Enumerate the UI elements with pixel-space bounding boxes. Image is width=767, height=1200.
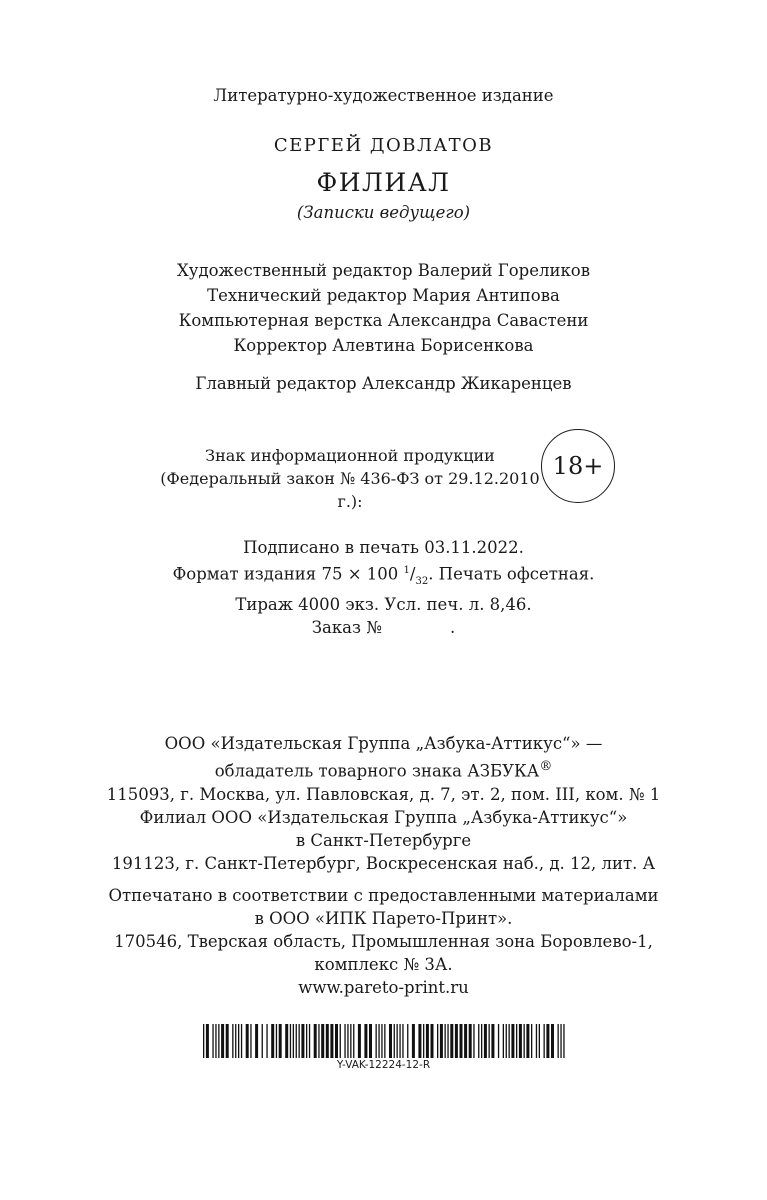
barcode-bar — [563, 1024, 564, 1058]
branch-line: в Санкт-Петербурге — [295, 831, 472, 850]
barcode-bar — [489, 1024, 490, 1058]
printer-website: www.pareto-print.ru — [298, 978, 469, 997]
barcode-bar — [238, 1024, 239, 1058]
barcode-bar — [358, 1024, 361, 1058]
barcode-bar — [544, 1024, 545, 1058]
barcode-bar — [516, 1024, 517, 1058]
barcode-bar — [440, 1024, 443, 1058]
publisher-line: 115093, г. Москва, ул. Павловская, д. 7, эт. 2, пом. III, ком. № 1 — [106, 784, 661, 804]
barcode-bar — [399, 1024, 400, 1058]
credit-line: Художественный редактор Валерий Гореликов — [177, 261, 590, 280]
barcode-bar — [350, 1024, 351, 1058]
printer-line: в ООО «ИПК Парето-Принт». — [254, 909, 513, 928]
barcode-bar — [381, 1024, 382, 1058]
registered-mark: ® — [539, 759, 553, 774]
barcode-bar — [546, 1024, 549, 1058]
barcode-bar — [250, 1024, 251, 1058]
printer-line: Отпечатано в соответствии с предоставленными материалами — [108, 886, 659, 905]
age-rating-badge: 18+ — [541, 429, 615, 503]
barcode-bar — [235, 1024, 236, 1058]
info-sign-text — [160, 444, 540, 513]
barcode-bar — [397, 1024, 398, 1058]
barcode-bar — [290, 1024, 291, 1058]
info-sign-line: (Федеральный закон № 436-ФЗ от 29.12.2010 г.): — [160, 469, 540, 511]
barcode-bar — [511, 1024, 514, 1058]
barcode-bar — [524, 1024, 525, 1058]
barcode-bar — [293, 1024, 294, 1058]
barcode-bar — [340, 1024, 341, 1058]
barcode-bar — [206, 1024, 209, 1058]
barcode-bar — [478, 1024, 479, 1058]
book-title: ФИЛИАЛ — [316, 168, 451, 197]
barcode-bar — [506, 1024, 507, 1058]
barcode-bar — [394, 1024, 395, 1058]
barcode-label: Y-VAK-12224-12-R — [336, 1059, 431, 1071]
barcode-bar — [536, 1024, 537, 1058]
barcode-bar — [437, 1024, 438, 1058]
order-line: Заказ № . — [311, 617, 456, 637]
credits — [0, 258, 767, 358]
barcode-bar — [344, 1024, 345, 1058]
barcode-bar — [369, 1024, 372, 1058]
barcode-bar — [481, 1024, 482, 1058]
barcode-bar — [551, 1024, 554, 1058]
barcode-bar — [255, 1024, 258, 1058]
barcode-bar — [378, 1024, 379, 1058]
barcode-bar — [321, 1024, 324, 1058]
credit-line: Корректор Алевтина Борисенкова — [233, 336, 534, 355]
barcode-bar — [469, 1024, 472, 1058]
chief-editor: Главный редактор Александр Жикаренцев — [195, 374, 572, 393]
info-sign-line: Знак информационной продукции — [205, 446, 495, 465]
branch-line: Филиал ООО «Издательская Группа „Азбука-Аттикус“» — [139, 808, 628, 827]
publisher-info — [0, 732, 767, 806]
barcode-bar — [491, 1024, 494, 1058]
barcode-bar — [376, 1024, 377, 1058]
format-num: 1 — [403, 565, 410, 576]
branch-line: 191123, г. Санкт-Петербург, Воскресенская наб., д. 12, лит. А — [111, 854, 656, 873]
barcode-bar — [384, 1024, 385, 1058]
run-line: Тираж 4000 экз. Усл. печ. л. 8,46. — [235, 594, 532, 614]
trademark-text: обладатель товарного знака АЗБУКА — [214, 761, 540, 781]
publisher-line: ООО «Издательская Группа „Азбука-Аттикус“» — — [164, 734, 603, 753]
signed-date: Подписано в печать 03.11.2022. — [243, 538, 524, 557]
author-name: СЕРГЕЙ ДОВЛАТОВ — [273, 135, 494, 156]
barcode-bar — [276, 1024, 277, 1058]
barcode-bar — [558, 1024, 559, 1058]
barcode-bar — [306, 1024, 307, 1058]
barcode-bar — [455, 1024, 458, 1058]
barcode-bar — [560, 1024, 561, 1058]
credit-line: Компьютерная верстка Александра Савастени — [178, 311, 589, 330]
barcode-bar — [226, 1024, 229, 1058]
barcode-bar — [218, 1024, 219, 1058]
barcode-bar — [309, 1024, 310, 1058]
barcode-bar — [232, 1024, 233, 1058]
barcode-bar — [301, 1024, 304, 1058]
format-suffix: . Печать офсетная. — [428, 564, 595, 584]
barcode-bar — [509, 1024, 510, 1058]
barcode-bar — [353, 1024, 354, 1058]
barcode-bar — [203, 1024, 204, 1058]
barcode-bar — [215, 1024, 216, 1058]
barcode-bar — [271, 1024, 274, 1058]
barcode-bar — [418, 1024, 421, 1058]
format-line: Формат издания 75 × 100 $^1/_{32}$. Печать офсетная. — [172, 564, 595, 587]
barcode-bar — [445, 1024, 446, 1058]
format-prefix: Формат издания 75 × 100 — [172, 564, 404, 584]
printer-info — [0, 884, 767, 999]
barcode-bar — [326, 1024, 329, 1058]
barcode-bar — [431, 1024, 434, 1058]
barcode-bar — [498, 1024, 499, 1058]
barcode-bar — [296, 1024, 297, 1058]
barcode-bar — [330, 1024, 333, 1058]
barcode-bar — [412, 1024, 415, 1058]
barcode-bar — [519, 1024, 522, 1058]
book-subtitle: (Записки ведущего) — [296, 203, 471, 222]
barcode-bar — [450, 1024, 453, 1058]
branch-info — [0, 806, 767, 875]
barcode-bar — [299, 1024, 300, 1058]
barcode-bar — [503, 1024, 504, 1058]
barcode-bar — [285, 1024, 288, 1058]
barcode-bar — [347, 1024, 348, 1058]
printer-line: 170546, Тверская область, Промышленная зона Боровлево-1, — [114, 932, 653, 951]
barcode-bar — [212, 1024, 213, 1058]
barcode-bar — [318, 1024, 319, 1058]
barcode-bar — [402, 1024, 403, 1058]
credit-line: Технический редактор Мария Антипова — [207, 286, 560, 305]
barcode — [203, 1024, 570, 1058]
barcode-bar — [473, 1024, 474, 1058]
barcode-bar — [364, 1024, 367, 1058]
barcode-bar — [314, 1024, 317, 1058]
barcode-bar — [423, 1024, 424, 1058]
barcode-bar — [484, 1024, 487, 1058]
barcode-bar — [539, 1024, 540, 1058]
barcode-bar — [335, 1024, 338, 1058]
publisher-line — [0, 755, 767, 783]
barcode-bar — [531, 1024, 532, 1058]
barcode-bar — [266, 1024, 267, 1058]
print-info — [0, 536, 767, 639]
format-den: 32 — [415, 575, 429, 587]
genre-label: Литературно-художественное издание — [213, 86, 554, 105]
printer-line: комплекс № 3А. — [314, 955, 453, 974]
barcode-bar — [526, 1024, 529, 1058]
barcode-bar — [241, 1024, 242, 1058]
barcode-bar — [262, 1024, 263, 1058]
barcode-bar — [407, 1024, 408, 1058]
barcode-bar — [279, 1024, 282, 1058]
barcode-bar — [447, 1024, 448, 1058]
barcode-bar — [464, 1024, 467, 1058]
barcode-bar — [221, 1024, 224, 1058]
barcode-bar — [426, 1024, 429, 1058]
barcode-bar — [246, 1024, 249, 1058]
barcode-bar — [460, 1024, 463, 1058]
barcode-bar — [389, 1024, 392, 1058]
